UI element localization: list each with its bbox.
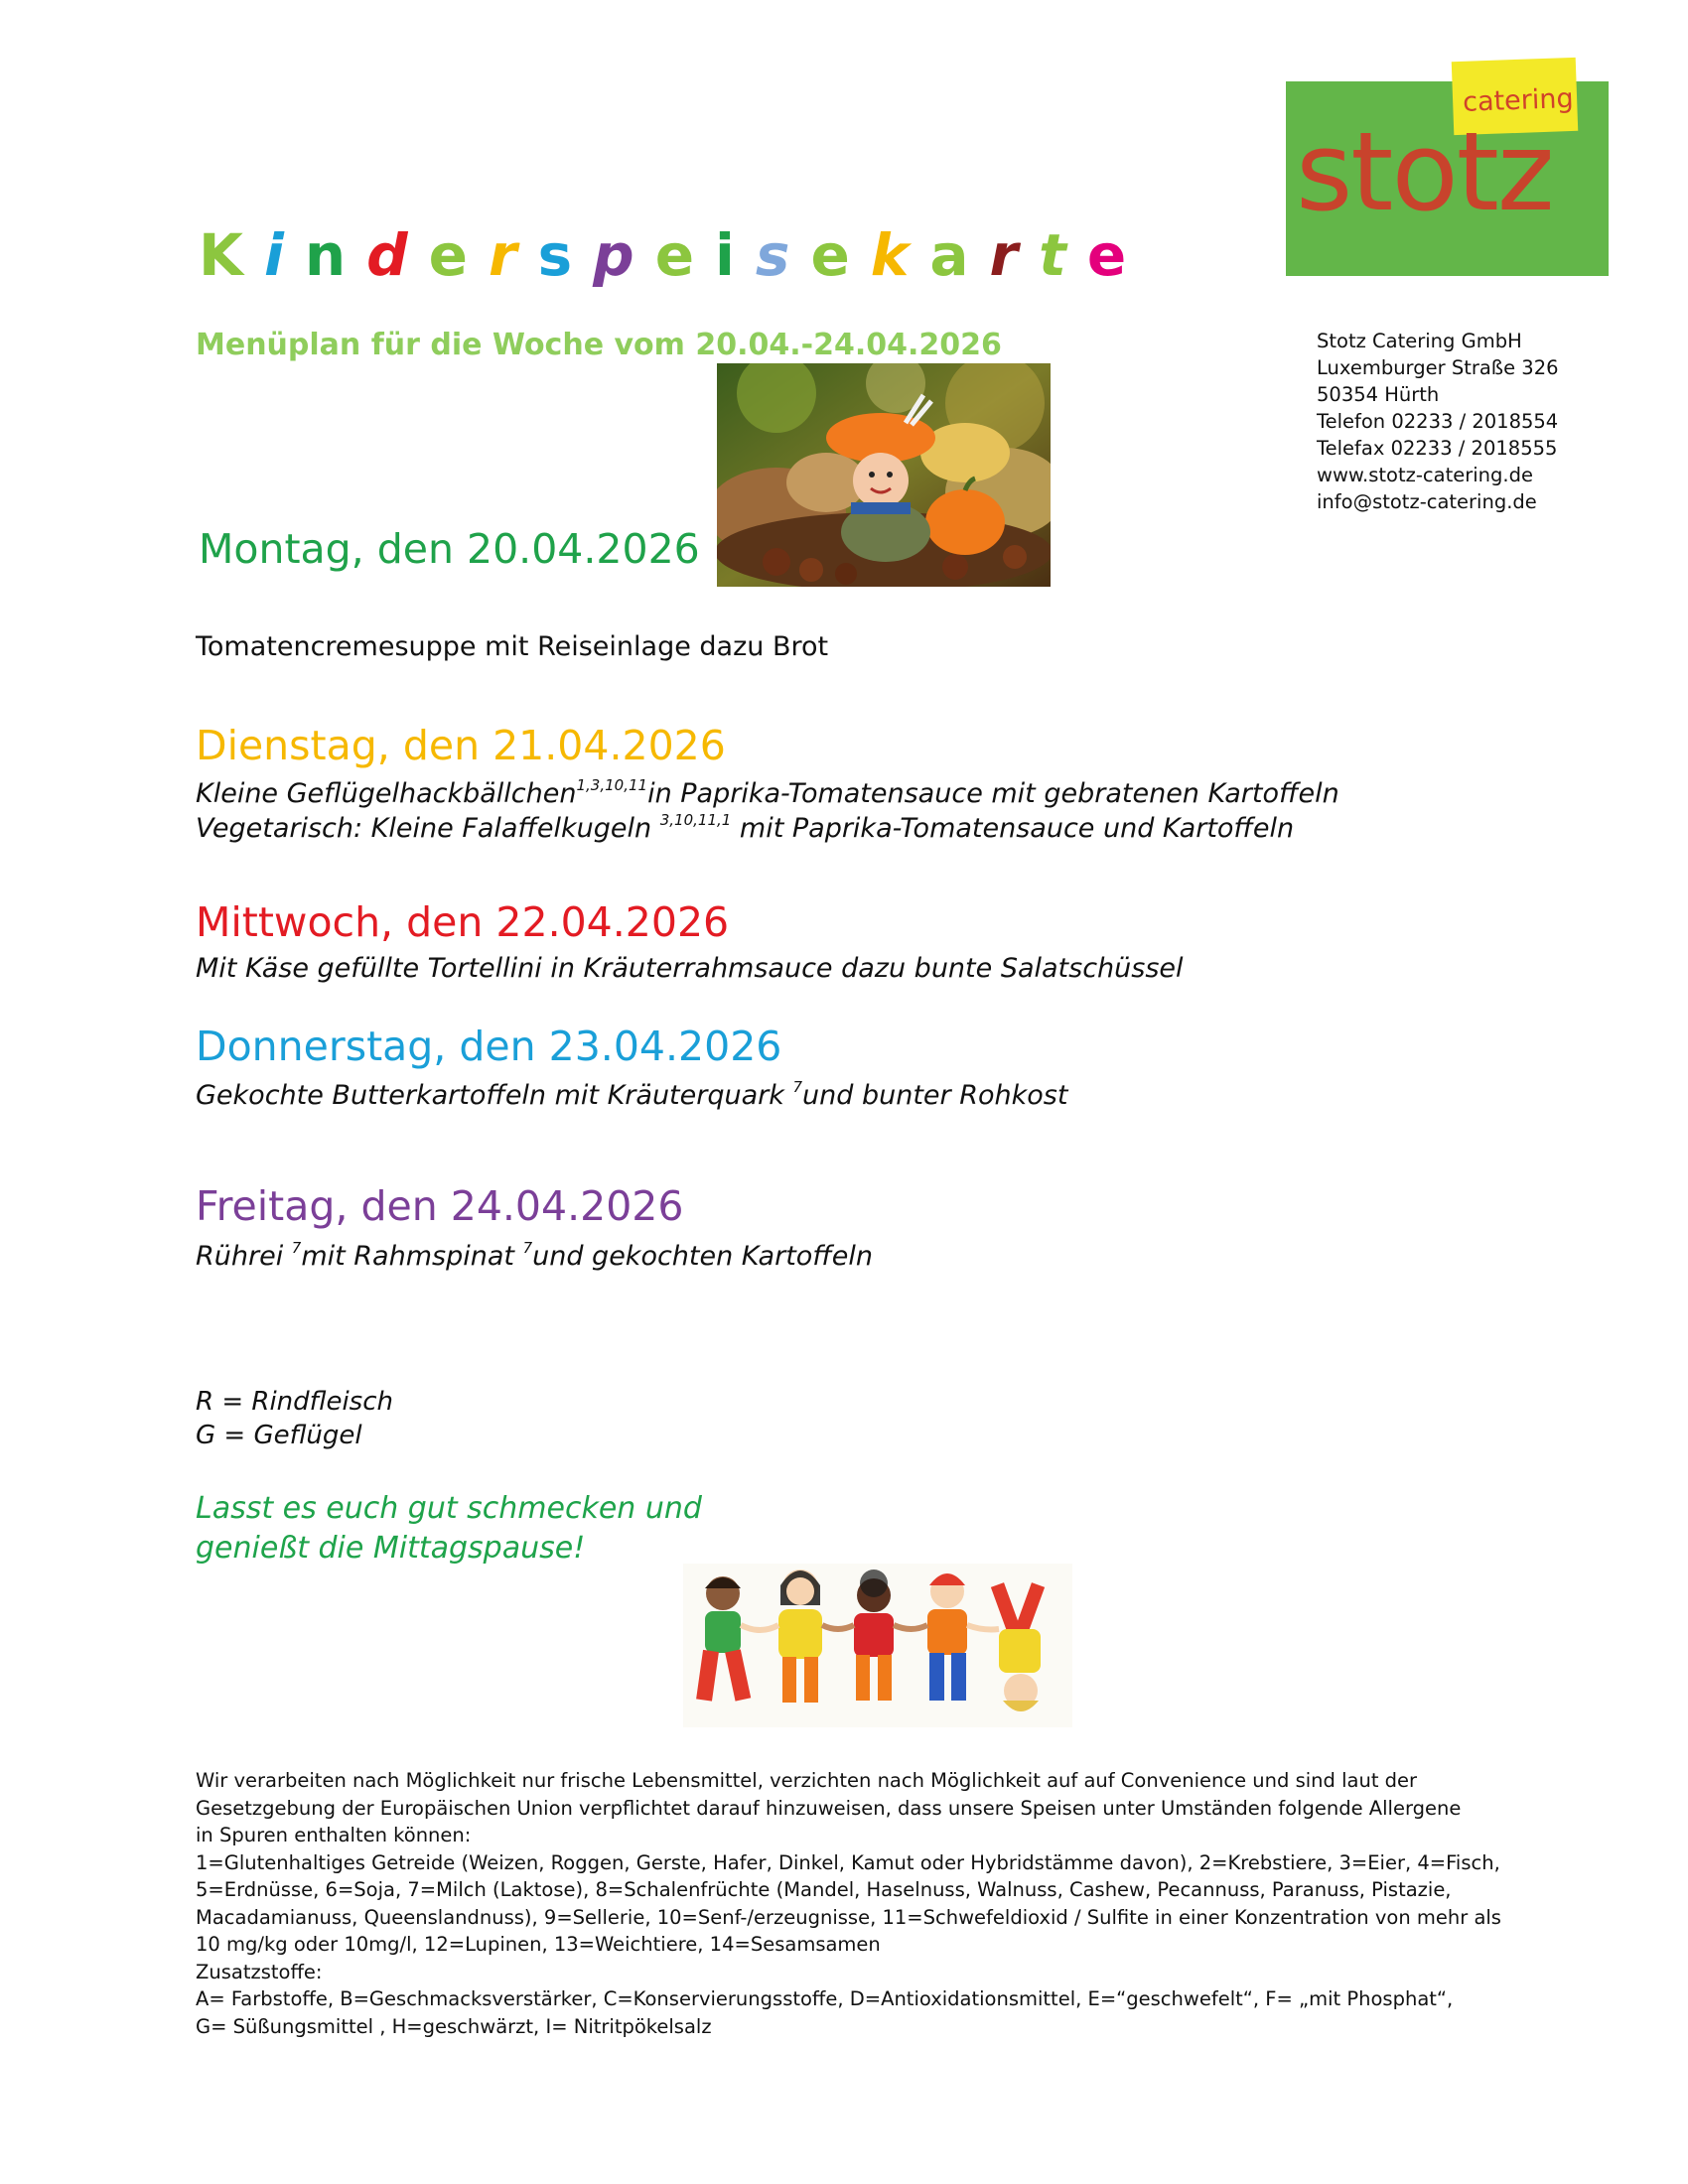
title-letter: k [870,221,910,289]
closing-greeting [196,1489,702,1569]
allergen-line: 1=Glutenhaltiges Getreide (Weizen, Roggen, Gerste, Hafer, Dinkel, Kamut oder Hybridstämme davon), 2=Krebstiere, 3=Eier, 4=Fisch, [196,1850,1500,1874]
allergen-line: G= Süßungsmittel , H=geschwärzt, I= Nitritpökelsalz [196,2014,712,2038]
logo-wordmark: stotz [1296,108,1553,235]
greeting-line: Lasst es euch gut schmecken und [196,1491,702,1526]
allergen-line: Zusatzstoffe: [196,1960,323,1983]
address-line: 50354 Hürth [1317,383,1440,406]
address-line: Luxemburger Straße 326 [1317,356,1559,379]
title-letter: t [1039,221,1066,289]
allergen-line: Macadamianuss, Queenslandnuss), 9=Sellerie, 10=Senf-/erzeugnisse, 11=Schwefeldioxid / Sulfite in einer Konzentration von mehr als [196,1905,1501,1929]
day-heading-monday: Montag, den 20.04.2026 [199,525,700,573]
meat-legend [196,1385,393,1452]
greeting-line: genießt die Mittagspause! [196,1531,586,1566]
dish-wednesday: Mit Käse gefüllte Tortellini in Kräuterrahmsauce dazu bunte Salatschüssel [196,953,1184,984]
menu-week-subtitle: Menüplan für die Woche vom 20.04.-24.04.2026 [196,328,1002,362]
title-letter: e [654,221,695,289]
title-letter: d [366,221,408,289]
company-address [1317,328,1559,515]
day-heading-thursday: Donnerstag, den 23.04.2026 [196,1023,782,1070]
address-line: Telefon 02233 / 2018554 [1317,410,1559,433]
title-letter: e [1086,221,1127,289]
title-letter: e [810,221,850,289]
dish-tuesday-main: Kleine Geflügelhackbällchen$^{1,3,10,11}$in Paprika-Tomatensauce mit gebratenen Kartoffeln [196,776,1339,809]
legend-line: R = Rindfleisch [196,1387,393,1417]
day-heading-wednesday: Mittwoch, den 22.04.2026 [196,898,730,946]
title-letter: a [929,221,969,289]
children-holding-hands-image [683,1564,1072,1727]
title-letter: e [428,221,469,289]
dish-thursday: Gekochte Butterkartoffeln mit Kräuterquark $^7$und bunter Rohkost [196,1078,1068,1111]
legend-line: G = Geflügel [196,1421,362,1450]
title-letter: s [755,221,790,289]
logo-catering-text: catering [1462,82,1575,118]
autumn-scarecrow-image [717,363,1051,587]
page-title [199,221,1147,289]
allergen-line: A= Farbstoffe, B=Geschmacksverstärker, C=Konservierungsstoffe, D=Antioxidationsmittel, E=“geschwefelt“, F= „mit Phosphat“, [196,1987,1454,2010]
dish-monday: Tomatencremesuppe mit Reiseinlage dazu Brot [196,631,829,662]
address-line: Telefax 02233 / 2018555 [1317,437,1558,460]
title-letter: i [715,221,735,289]
allergen-line: 5=Erdnüsse, 6=Soja, 7=Milch (Laktose), 8=Schalenfrüchte (Mandel, Haselnuss, Walnuss, Cashew, Pecannuss, Paranuss, Pistazie, [196,1878,1452,1901]
allergen-information [196,1767,1516,2040]
title-letter: p [593,221,634,289]
title-letter: s [537,221,573,289]
allergen-line: in Spuren enthalten können: [196,1824,472,1846]
address-line: Stotz Catering GmbH [1317,330,1522,352]
title-letter: r [489,221,517,289]
title-letter: K [199,221,243,289]
title-letter: n [304,221,347,289]
dish-tuesday-vegetarian: Vegetarisch: Kleine Falaffelkugeln $^{3,10,11,1}$ mit Paprika-Tomatensauce und Kartoffeln [196,811,1295,844]
day-heading-friday: Freitag, den 24.04.2026 [196,1182,684,1230]
allergen-line: Wir verarbeiten nach Möglichkeit nur frische Lebensmittel, verzichten nach Möglichkeit auf auf Convenience und sind laut der [196,1769,1418,1792]
title-letter: i [263,221,284,289]
dish-friday: Rührei $^7$mit Rahmspinat $^7$und gekochten Kartoffeln [196,1239,874,1272]
day-heading-tuesday: Dienstag, den 21.04.2026 [196,722,726,769]
title-letter: r [989,221,1019,289]
allergen-line: Gesetzgebung der Europäischen Union verpflichtet darauf hinzuweisen, dass unsere Speisen unter Umständen folgende Allergene [196,1796,1462,1820]
address-line[interactable]: info@stotz-catering.de [1317,490,1537,513]
address-line[interactable]: www.stotz-catering.de [1317,464,1533,486]
allergen-line: 10 mg/kg oder 10mg/l, 12=Lupinen, 13=Weichtiere, 14=Sesamsamen [196,1933,881,1956]
